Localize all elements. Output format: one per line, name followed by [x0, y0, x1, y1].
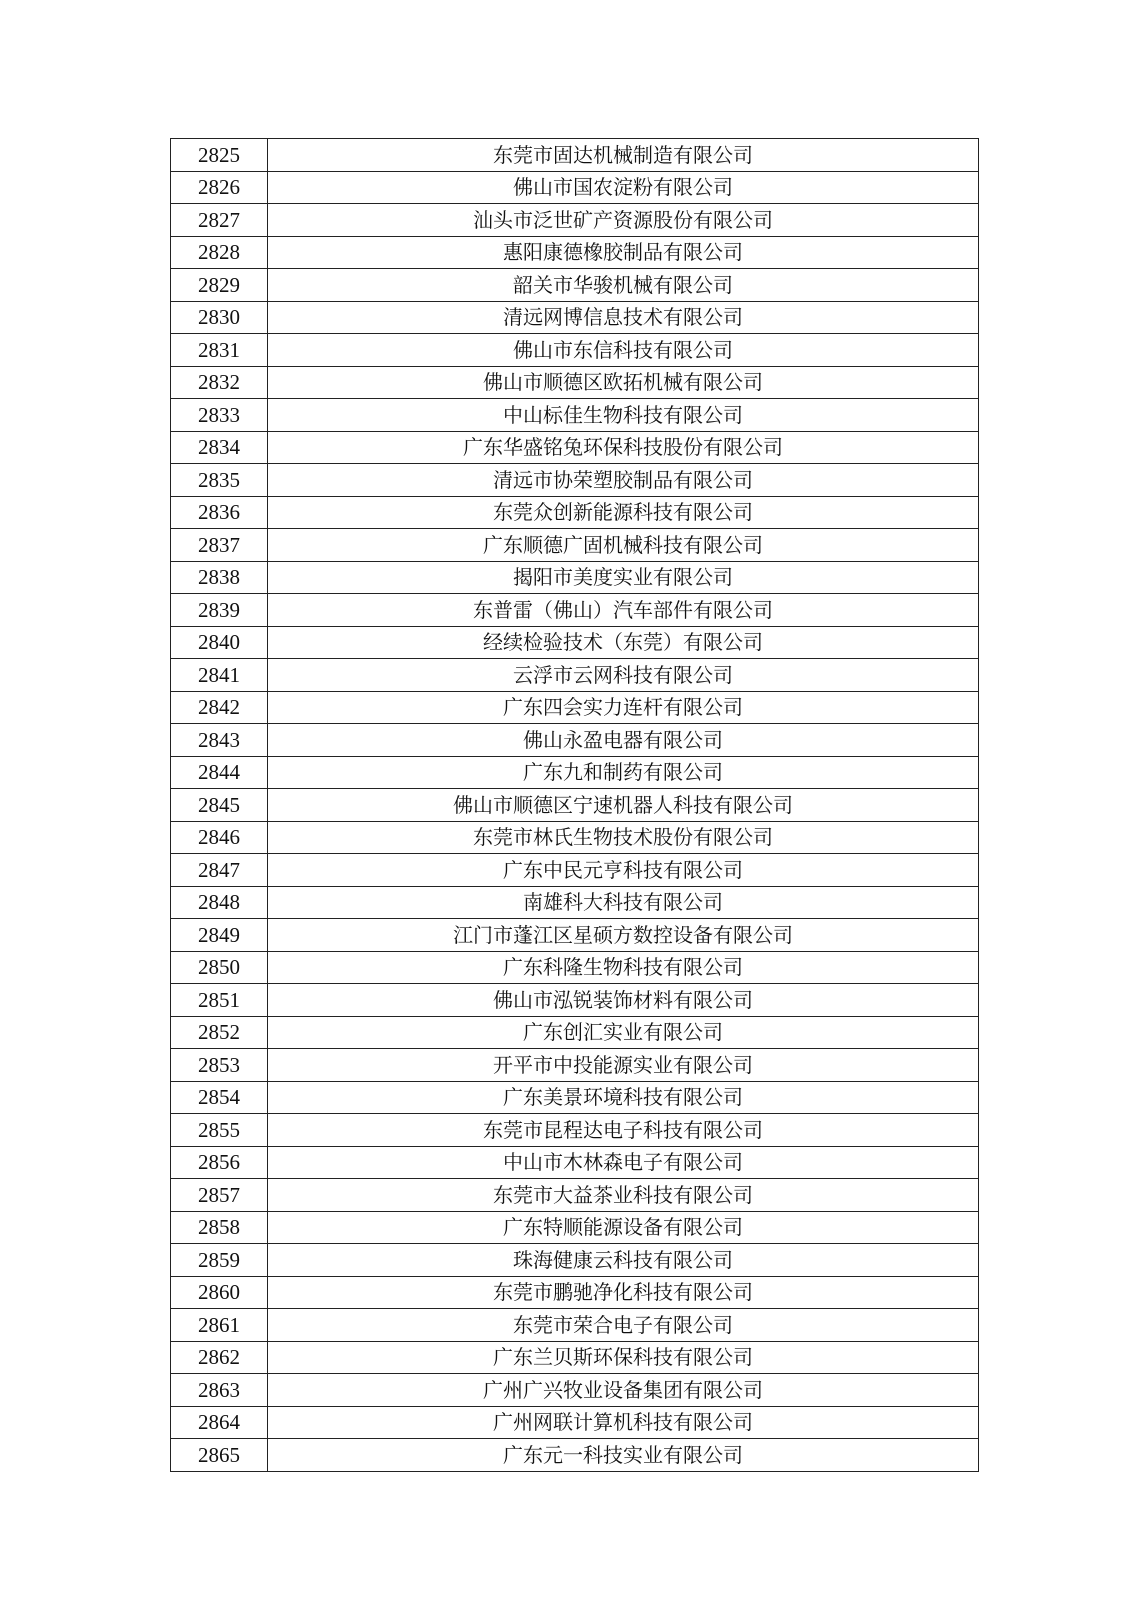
table-row: [171, 594, 979, 627]
table-row: [171, 269, 979, 302]
company-name: 广东兰贝斯环保科技有限公司: [268, 1341, 979, 1374]
table-row: [171, 626, 979, 659]
row-number: 2837: [171, 529, 268, 562]
company-name: 经续检验技术（东莞）有限公司: [268, 626, 979, 659]
company-table: [170, 138, 979, 1472]
table-row: [171, 561, 979, 594]
company-name: 佛山市泓锐装饰材料有限公司: [268, 984, 979, 1017]
row-number: 2834: [171, 431, 268, 464]
row-number: 2835: [171, 464, 268, 497]
table-row: [171, 1276, 979, 1309]
company-name: 广东中民元亨科技有限公司: [268, 854, 979, 887]
table-row: [171, 529, 979, 562]
company-name: 中山标佳生物科技有限公司: [268, 399, 979, 432]
row-number: 2825: [171, 139, 268, 172]
company-name: 佛山市顺德区宁速机器人科技有限公司: [268, 789, 979, 822]
row-number: 2862: [171, 1341, 268, 1374]
company-name: 广东顺德广固机械科技有限公司: [268, 529, 979, 562]
table-row: [171, 1406, 979, 1439]
company-name: 广州广兴牧业设备集团有限公司: [268, 1374, 979, 1407]
row-number: 2854: [171, 1081, 268, 1114]
company-name: 佛山市顺德区欧拓机械有限公司: [268, 366, 979, 399]
row-number: 2847: [171, 854, 268, 887]
table-row: [171, 1341, 979, 1374]
company-name: 佛山市国农淀粉有限公司: [268, 171, 979, 204]
row-number: 2845: [171, 789, 268, 822]
table-row: [171, 1114, 979, 1147]
row-number: 2852: [171, 1016, 268, 1049]
company-name: 东莞市林氏生物技术股份有限公司: [268, 821, 979, 854]
company-name: 广州网联计算机科技有限公司: [268, 1406, 979, 1439]
company-name: 广东特顺能源设备有限公司: [268, 1211, 979, 1244]
company-name: 中山市木林森电子有限公司: [268, 1146, 979, 1179]
company-name: 惠阳康德橡胶制品有限公司: [268, 236, 979, 269]
table-row: [171, 821, 979, 854]
table-row: [171, 789, 979, 822]
table-row: [171, 886, 979, 919]
company-name: 东莞市固达机械制造有限公司: [268, 139, 979, 172]
table-row: [171, 431, 979, 464]
table-row: [171, 1244, 979, 1277]
company-name: 开平市中投能源实业有限公司: [268, 1049, 979, 1082]
table-row: [171, 334, 979, 367]
company-name: 东普雷（佛山）汽车部件有限公司: [268, 594, 979, 627]
table-row: [171, 1016, 979, 1049]
company-name: 东莞市鹏驰净化科技有限公司: [268, 1276, 979, 1309]
row-number: 2856: [171, 1146, 268, 1179]
table-row: [171, 659, 979, 692]
row-number: 2840: [171, 626, 268, 659]
table-row: [171, 1049, 979, 1082]
row-number: 2843: [171, 724, 268, 757]
row-number: 2829: [171, 269, 268, 302]
row-number: 2863: [171, 1374, 268, 1407]
row-number: 2831: [171, 334, 268, 367]
row-number: 2844: [171, 756, 268, 789]
table-row: [171, 399, 979, 432]
row-number: 2853: [171, 1049, 268, 1082]
table-row: [171, 301, 979, 334]
row-number: 2858: [171, 1211, 268, 1244]
table-row: [171, 204, 979, 237]
company-name: 广东元一科技实业有限公司: [268, 1439, 979, 1472]
row-number: 2859: [171, 1244, 268, 1277]
table-row: [171, 1374, 979, 1407]
row-number: 2832: [171, 366, 268, 399]
company-name: 南雄科大科技有限公司: [268, 886, 979, 919]
company-name: 佛山永盈电器有限公司: [268, 724, 979, 757]
company-name: 广东华盛铭兔环保科技股份有限公司: [268, 431, 979, 464]
company-name: 广东九和制药有限公司: [268, 756, 979, 789]
company-name: 佛山市东信科技有限公司: [268, 334, 979, 367]
row-number: 2841: [171, 659, 268, 692]
row-number: 2865: [171, 1439, 268, 1472]
table-row: [171, 854, 979, 887]
company-name: 东莞市荣合电子有限公司: [268, 1309, 979, 1342]
row-number: 2836: [171, 496, 268, 529]
table-row: [171, 171, 979, 204]
table-row: [171, 1309, 979, 1342]
table-row: [171, 1081, 979, 1114]
row-number: 2839: [171, 594, 268, 627]
company-name: 云浮市云网科技有限公司: [268, 659, 979, 692]
company-name: 清远市协荣塑胶制品有限公司: [268, 464, 979, 497]
table-row: [171, 756, 979, 789]
table-row: [171, 464, 979, 497]
row-number: 2857: [171, 1179, 268, 1212]
company-name: 揭阳市美度实业有限公司: [268, 561, 979, 594]
row-number: 2850: [171, 951, 268, 984]
table-row: [171, 366, 979, 399]
company-name: 珠海健康云科技有限公司: [268, 1244, 979, 1277]
row-number: 2860: [171, 1276, 268, 1309]
company-name: 广东美景环境科技有限公司: [268, 1081, 979, 1114]
row-number: 2848: [171, 886, 268, 919]
table-row: [171, 919, 979, 952]
row-number: 2827: [171, 204, 268, 237]
table-row: [171, 1179, 979, 1212]
company-name: 广东创汇实业有限公司: [268, 1016, 979, 1049]
table-row: [171, 1146, 979, 1179]
table-row: [171, 691, 979, 724]
table-body: [171, 139, 979, 1472]
company-name: 东莞市昆程达电子科技有限公司: [268, 1114, 979, 1147]
table-row: [171, 951, 979, 984]
table-row: [171, 724, 979, 757]
row-number: 2838: [171, 561, 268, 594]
company-name: 汕头市泛世矿产资源股份有限公司: [268, 204, 979, 237]
row-number: 2833: [171, 399, 268, 432]
table-row: [171, 139, 979, 172]
row-number: 2861: [171, 1309, 268, 1342]
row-number: 2830: [171, 301, 268, 334]
table-row: [171, 1211, 979, 1244]
table-row: [171, 1439, 979, 1472]
company-name: 东莞众创新能源科技有限公司: [268, 496, 979, 529]
row-number: 2846: [171, 821, 268, 854]
table-row: [171, 496, 979, 529]
row-number: 2864: [171, 1406, 268, 1439]
table-row: [171, 984, 979, 1017]
table-row: [171, 236, 979, 269]
company-name: 韶关市华骏机械有限公司: [268, 269, 979, 302]
company-name: 东莞市大益茶业科技有限公司: [268, 1179, 979, 1212]
company-name: 广东科隆生物科技有限公司: [268, 951, 979, 984]
row-number: 2842: [171, 691, 268, 724]
row-number: 2851: [171, 984, 268, 1017]
company-name: 清远网博信息技术有限公司: [268, 301, 979, 334]
company-name: 江门市蓬江区星硕方数控设备有限公司: [268, 919, 979, 952]
company-name: 广东四会实力连杆有限公司: [268, 691, 979, 724]
row-number: 2826: [171, 171, 268, 204]
row-number: 2855: [171, 1114, 268, 1147]
row-number: 2828: [171, 236, 268, 269]
row-number: 2849: [171, 919, 268, 952]
